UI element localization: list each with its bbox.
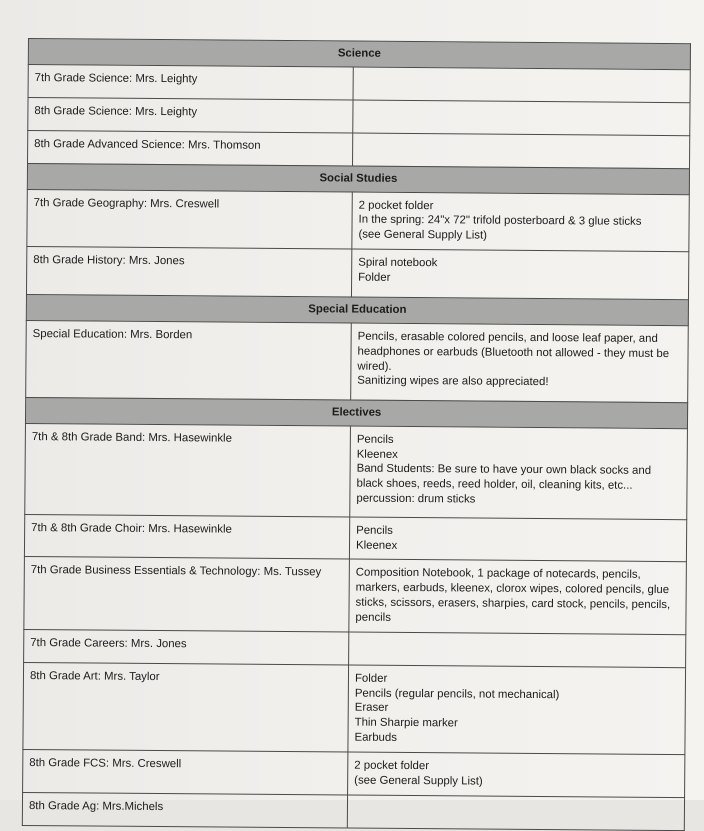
table-row: [24, 514, 686, 562]
supply-item: (see General Supply List): [354, 774, 483, 788]
class-cell: [22, 792, 347, 828]
supply-item: Spiral notebook: [358, 256, 438, 270]
table-row: [22, 792, 684, 830]
supply-list-table: [22, 38, 691, 831]
supplies-cell: [349, 517, 686, 562]
table-row: [26, 247, 688, 300]
class-name: 8th Grade Art: Mrs. Taylor: [29, 669, 160, 683]
table-row: [23, 749, 685, 797]
class-cell: [24, 629, 349, 665]
supply-item: Folder: [354, 672, 388, 685]
class-cell: [27, 189, 352, 249]
class-name: 8th Grade Advanced Science: Mrs. Thomson: [34, 137, 261, 152]
supply-item: Folder: [358, 271, 391, 284]
supply-item: Sanitizing wipes are also appreciated!: [357, 375, 549, 389]
supply-item: Earbuds: [354, 731, 397, 744]
supply-item: (see General Supply List): [358, 228, 488, 242]
supplies-cell: [353, 67, 690, 103]
supplies-cell: [348, 752, 685, 797]
supplies-cell: [348, 665, 686, 755]
class-name: 7th Grade Science: Mrs. Leighty: [34, 71, 198, 86]
class-cell: [24, 557, 350, 632]
supply-item: percussion: drum sticks: [356, 492, 476, 506]
class-cell: [24, 514, 349, 559]
supply-item: Eraser: [354, 702, 389, 715]
supplies-cell: [352, 192, 689, 252]
supplies-cell: [349, 559, 687, 634]
supply-item: Band Students: Be sure to have your own black socks and black shoes, reeds, reed holder, oil, cleaning kits, etc...: [356, 463, 652, 493]
class-name: 8th Grade Ag: Mrs.Michels: [28, 799, 164, 813]
table-row: [28, 130, 690, 168]
class-cell: [23, 749, 348, 794]
supplies-cell: [351, 249, 688, 300]
class-cell: [28, 97, 353, 133]
class-name: 8th Grade FCS: Mrs. Creswell: [29, 756, 182, 771]
supply-item: Composition Notebook, 1 package of notecards, pencils, markers, earbuds, kleenex, clorox wipes, colored pencils, glue sticks, scissors, erasers, sharpies, card stock, pencils, pencils, pencils: [355, 567, 671, 624]
supplies-cell: [350, 426, 688, 520]
table-row: [27, 189, 689, 252]
supply-item: In the spring: 24"x 72" trifold posterboard & 3 glue sticks: [358, 214, 642, 229]
supply-list-body: [22, 39, 690, 831]
supply-item: Pencils: [356, 433, 394, 446]
class-name: 7th Grade Geography: Mrs. Creswell: [33, 196, 220, 211]
supplies-cell: [349, 632, 686, 668]
supply-item: Kleenex: [356, 448, 398, 461]
supply-item: Thin Sharpie marker: [354, 716, 458, 730]
section-title: Science: [28, 39, 690, 70]
class-cell: [26, 247, 351, 298]
section-title: Special Education: [26, 295, 688, 326]
class-name: 7th Grade Careers: Mrs. Jones: [30, 636, 187, 651]
supply-item: Kleenex: [355, 539, 398, 552]
supply-item: Pencils, erasable colored pencils, and loose leaf paper, and headphones or earbuds (Bluetooth not allowed - they must be wired).: [357, 330, 670, 373]
class-name: 8th Grade History: Mrs. Jones: [33, 254, 185, 268]
class-cell: [23, 662, 349, 752]
class-cell: [26, 320, 352, 400]
class-cell: [28, 130, 353, 166]
class-name: Special Education: Mrs. Borden: [32, 328, 193, 342]
class-name: 7th Grade Business Essentials & Technology: Ms. Tussey: [30, 564, 322, 579]
table-row: [28, 64, 690, 102]
supply-item: 2 pocket folder: [354, 759, 430, 773]
supplies-cell: [353, 100, 690, 136]
class-name: 7th & 8th Grade Band: Mrs. Hasewinkle: [31, 430, 232, 445]
supplies-cell: [351, 323, 689, 403]
class-cell: [28, 64, 353, 100]
class-name: 8th Grade Science: Mrs. Leighty: [34, 104, 198, 119]
table-row: [23, 662, 686, 754]
table-row: [25, 423, 688, 519]
supply-item: Pencils (regular pencils, not mechanical): [354, 687, 560, 701]
class-name: 7th & 8th Grade Choir: Mrs. Hasewinkle: [31, 521, 232, 536]
supply-item: 2 pocket folder: [358, 199, 434, 212]
class-cell: [25, 423, 351, 517]
supply-item: Pencils: [356, 524, 393, 537]
table-row: [28, 97, 690, 135]
section-title: Electives: [25, 397, 687, 428]
table-row: [26, 320, 689, 402]
table-row: [24, 629, 686, 667]
supplies-cell: [353, 133, 690, 169]
table-row: [24, 557, 687, 635]
section-title: Social Studies: [27, 163, 689, 194]
